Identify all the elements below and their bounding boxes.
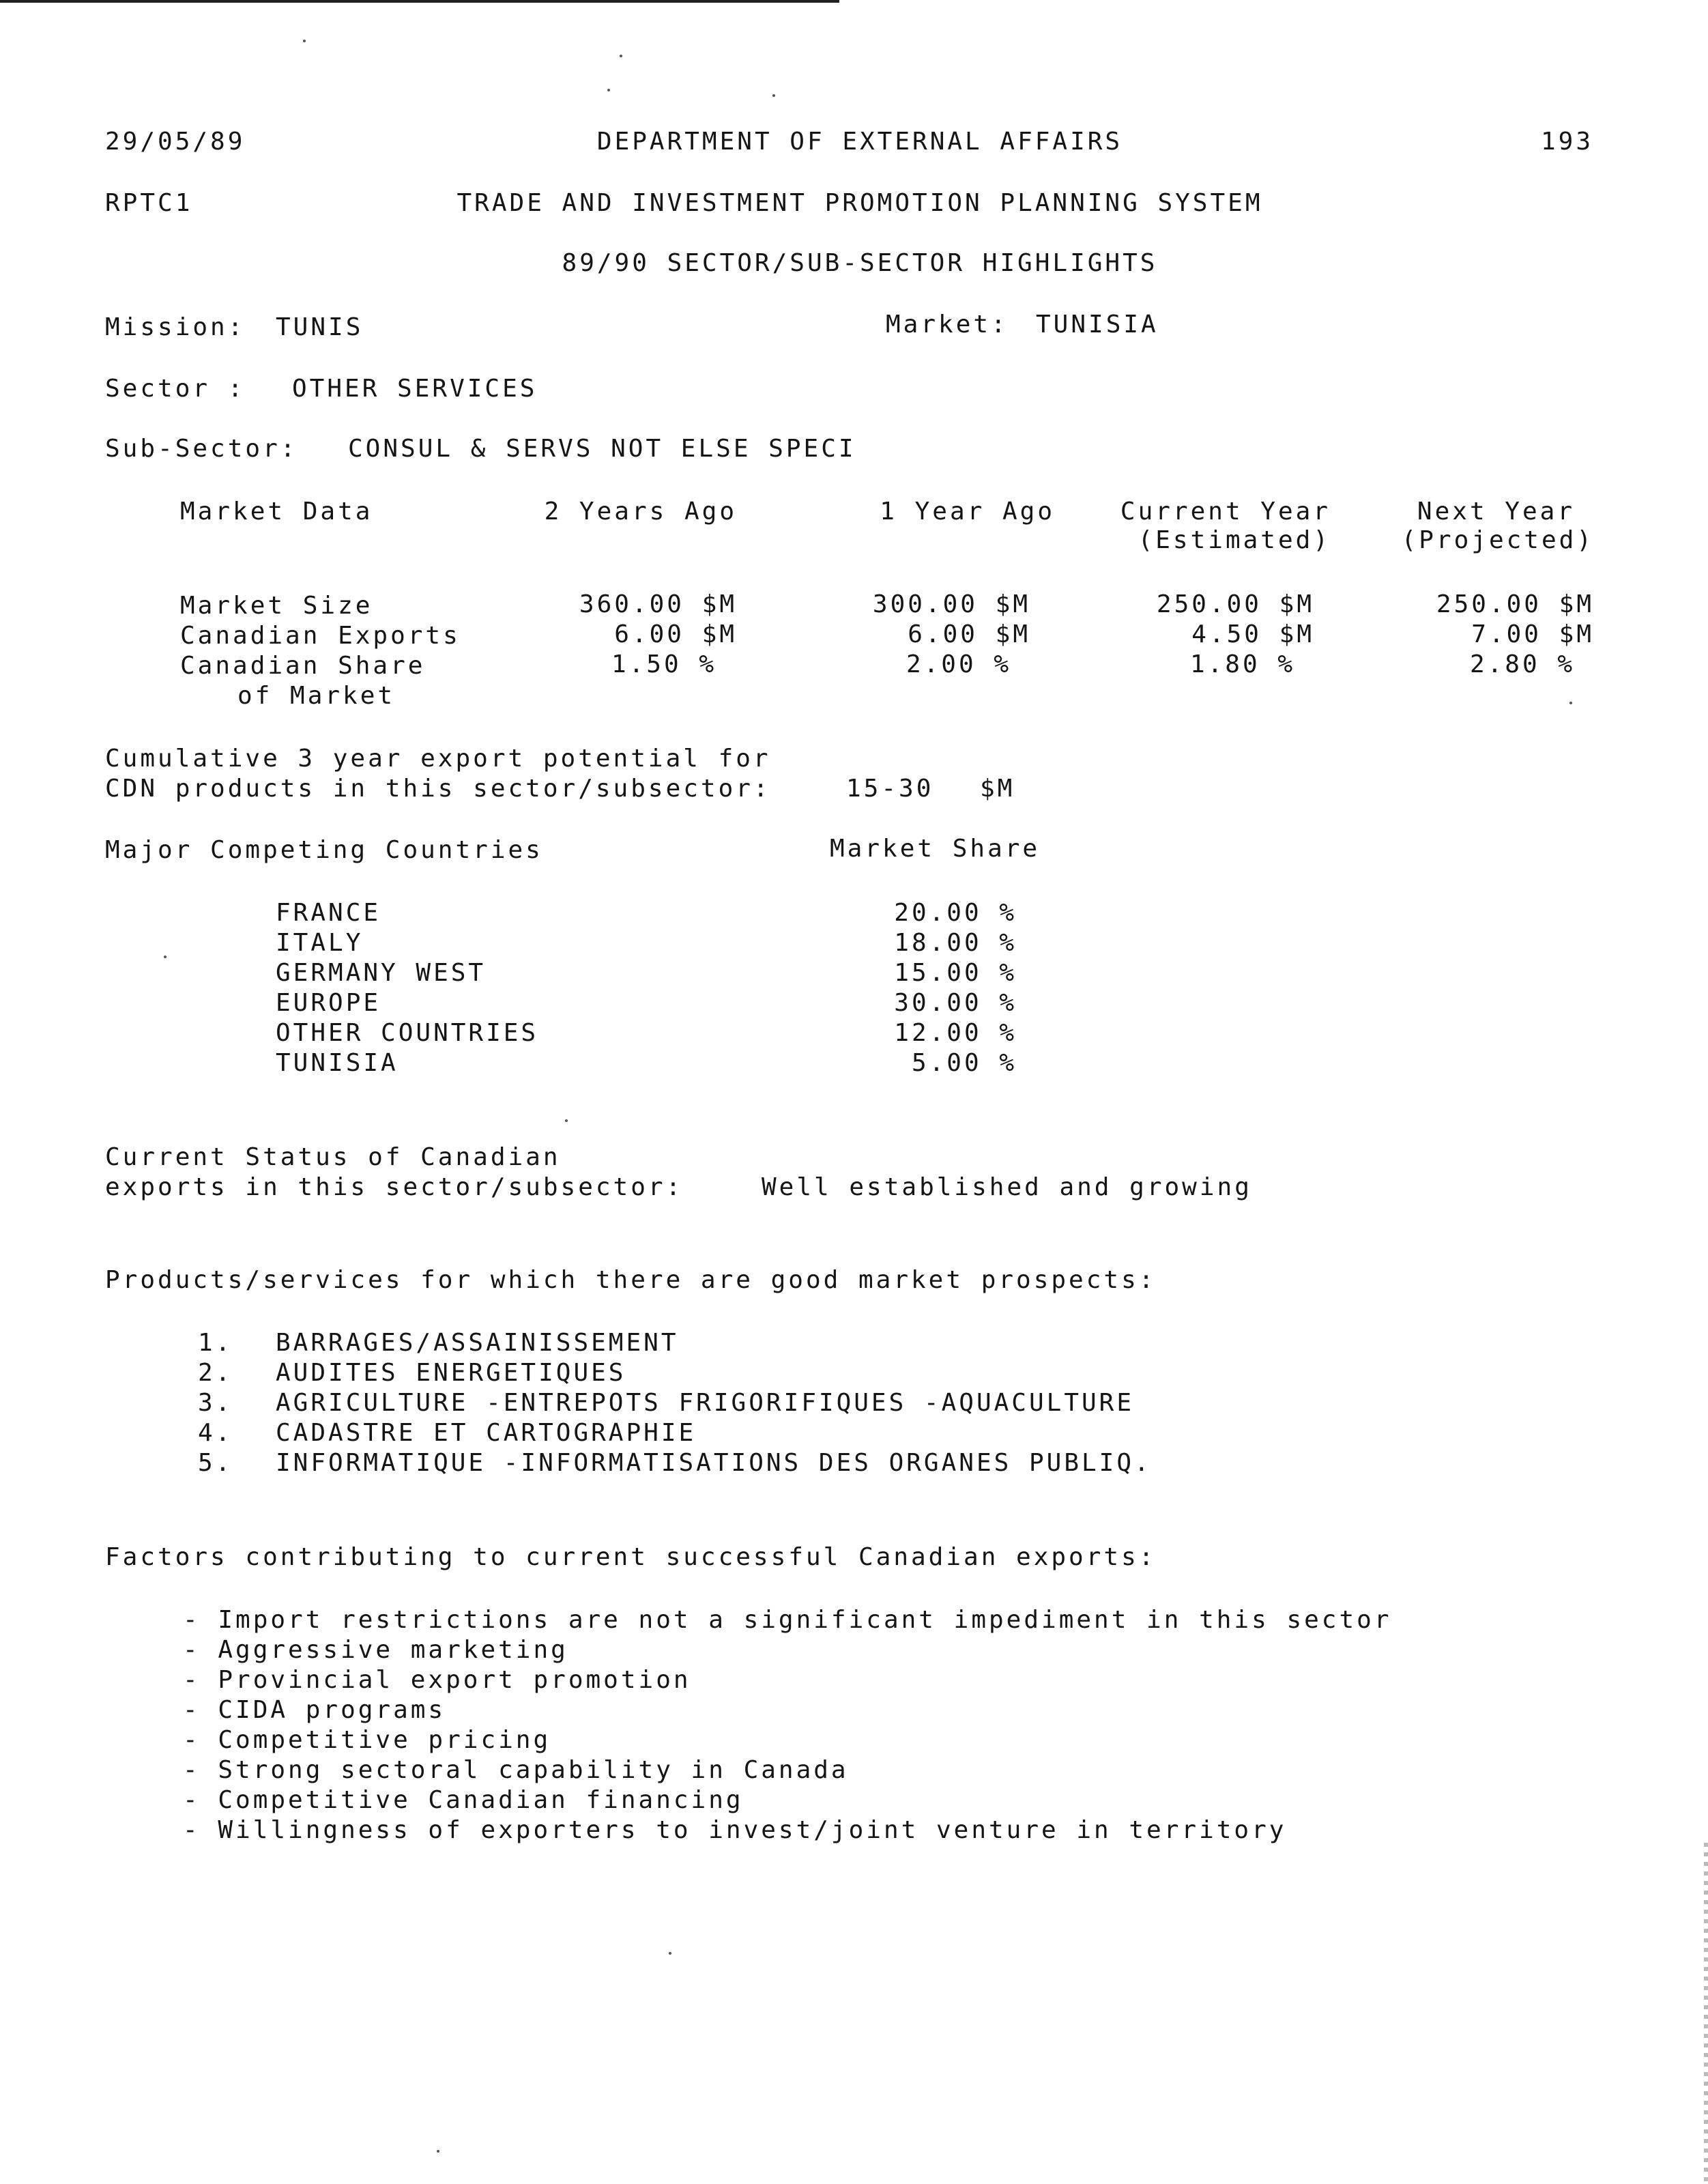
share-two-years-ago: 1.50 % (611, 650, 717, 678)
factors-heading: Factors contributing to current successful Canadian exports: (105, 1543, 1157, 1571)
competitor-country: TUNISIA (276, 1049, 399, 1077)
scan-edge-top (0, 0, 839, 3)
factor-item: - Import restrictions are not a significant impediment in this sector (183, 1606, 1392, 1634)
header-current-year: Current Year (1120, 498, 1331, 526)
sub-sector-label: Sub-Sector: (105, 435, 298, 463)
competitor-country: GERMANY WEST (276, 959, 487, 987)
header-next-year: Next Year (1417, 498, 1575, 526)
scan-speck (620, 55, 622, 57)
export-potential-value: 15-30 (846, 775, 934, 803)
competitor-country: EUROPE (276, 989, 381, 1017)
export-potential-line1: Cumulative 3 year export potential for (105, 745, 771, 773)
competitor-share: 15.00 % (894, 959, 1017, 987)
row-label-market-size: Market Size (180, 592, 373, 620)
mission-label: Mission: (105, 313, 246, 341)
competitor-share: 12.00 % (894, 1019, 1017, 1047)
market-size-one-year-ago: 300.00 $M (872, 590, 1030, 618)
prospect-number: 5. (198, 1449, 233, 1477)
scan-edge-right (1704, 1843, 1708, 2184)
prospect-item: INFORMATIQUE -INFORMATISATIONS DES ORGANES PUBLIQ. (276, 1449, 1152, 1477)
factor-item: - CIDA programs (183, 1696, 446, 1724)
row-label-canadian-share: Canadian Share (180, 652, 426, 680)
competitor-share: 18.00 % (894, 929, 1017, 957)
scan-speck (437, 2150, 439, 2153)
sector-label: Sector : (105, 375, 246, 403)
share-next-year: 2.80 % (1469, 650, 1575, 678)
competitor-country: OTHER COUNTRIES (276, 1019, 539, 1047)
scan-speck (772, 94, 775, 97)
scan-speck (565, 1119, 568, 1122)
competitor-share: 20.00 % (894, 899, 1017, 927)
current-status-value: Well established and growing (762, 1173, 1252, 1201)
export-potential-unit: $M (980, 775, 1015, 803)
current-status-line1: Current Status of Canadian (105, 1143, 561, 1171)
factor-item: - Provincial export promotion (183, 1666, 691, 1694)
prospect-number: 4. (198, 1419, 233, 1447)
market-data-header: Market Data (180, 498, 373, 526)
header-two-years-ago: 2 Years Ago (544, 498, 737, 526)
report-title: 89/90 SECTOR/SUB-SECTOR HIGHLIGHTS (562, 249, 1158, 277)
header-current-year-estimated: (Estimated) (1138, 526, 1331, 554)
prospects-heading: Products/services for which there are good market prospects: (105, 1266, 1157, 1294)
exports-next-year: 7.00 $M (1471, 620, 1594, 648)
sub-sector-value: CONSUL & SERVS NOT ELSE SPECI (348, 435, 856, 463)
prospect-number: 3. (198, 1389, 233, 1417)
competitor-share: 30.00 % (894, 989, 1017, 1017)
scan-speck (669, 1952, 671, 1955)
system-title: TRADE AND INVESTMENT PROMOTION PLANNING SYSTEM (457, 189, 1263, 217)
prospect-item: AUDITES ENERGETIQUES (276, 1359, 626, 1387)
report-date: 29/05/89 (105, 128, 246, 156)
prospect-item: BARRAGES/ASSAINISSEMENT (276, 1329, 679, 1357)
exports-one-year-ago: 6.00 $M (908, 620, 1030, 648)
market-size-two-years-ago: 360.00 $M (579, 590, 737, 618)
prospect-item: AGRICULTURE -ENTREPOTS FRIGORIFIQUES -AQUACULTURE (276, 1389, 1135, 1417)
row-label-canadian-share-cont: of Market (237, 682, 396, 710)
row-label-canadian-exports: Canadian Exports (180, 622, 461, 650)
market-share-header: Market Share (830, 835, 1041, 863)
department-title: DEPARTMENT OF EXTERNAL AFFAIRS (596, 128, 1123, 156)
scan-speck (1569, 702, 1572, 704)
share-one-year-ago: 2.00 % (906, 650, 1011, 678)
market-size-next-year: 250.00 $M (1436, 590, 1594, 618)
factor-item: - Competitive pricing (183, 1726, 551, 1754)
market-size-current-year: 250.00 $M (1156, 590, 1314, 618)
header-next-year-projected: (Projected) (1401, 526, 1594, 554)
export-potential-line2: CDN products in this sector/subsector: (105, 775, 771, 803)
competitor-country: FRANCE (276, 899, 381, 927)
market-label: Market: (886, 311, 1009, 339)
factor-item: - Competitive Canadian financing (183, 1786, 744, 1814)
page-number: 193 (1540, 128, 1593, 156)
factor-item: - Willingness of exporters to invest/joint venture in territory (183, 1816, 1287, 1844)
scan-speck (303, 40, 306, 42)
scan-speck (164, 956, 167, 958)
scan-speck (607, 89, 610, 91)
market-value: TUNISIA (1036, 311, 1159, 339)
share-current-year: 1.80 % (1189, 650, 1295, 678)
competitor-share: 5.00 % (911, 1049, 1017, 1077)
competitors-header: Major Competing Countries (105, 836, 543, 864)
factor-item: - Strong sectoral capability in Canada (183, 1756, 849, 1784)
prospect-number: 1. (198, 1329, 233, 1357)
header-one-year-ago: 1 Year Ago (880, 498, 1055, 526)
prospect-item: CADASTRE ET CARTOGRAPHIE (276, 1419, 697, 1447)
exports-current-year: 4.50 $M (1191, 620, 1314, 648)
factor-item: - Aggressive marketing (183, 1636, 568, 1664)
exports-two-years-ago: 6.00 $M (614, 620, 737, 648)
competitor-country: ITALY (276, 929, 364, 957)
mission-value: TUNIS (276, 313, 364, 341)
current-status-line2: exports in this sector/subsector: (105, 1173, 684, 1201)
report-code: RPTC1 (105, 189, 193, 217)
sector-value: OTHER SERVICES (292, 375, 538, 403)
prospect-number: 2. (198, 1359, 233, 1387)
